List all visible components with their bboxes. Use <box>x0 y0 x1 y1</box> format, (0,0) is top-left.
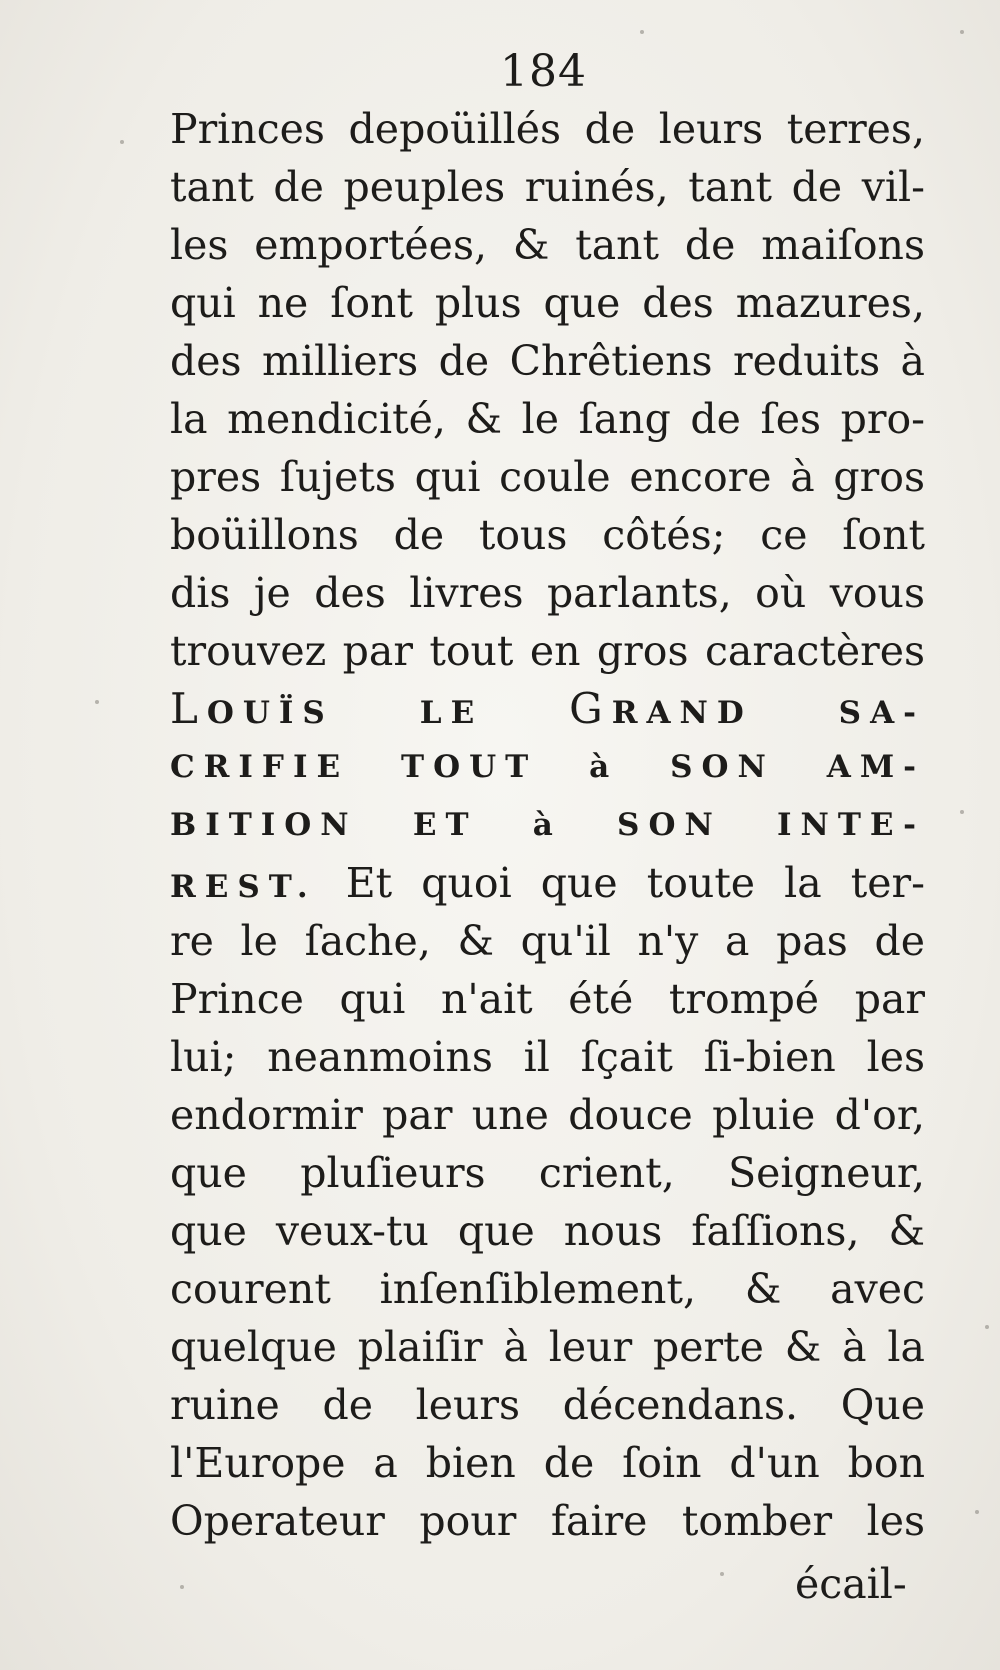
text-line: l'Europe a bien de ſoin d'un bon <box>170 1439 925 1487</box>
text-line: que veux-tu que nous faſſions, & <box>170 1207 925 1255</box>
paper-speck <box>960 30 964 34</box>
caps-line: CRIFIE TOUT à SON AM- <box>170 749 925 785</box>
text-line: dis je des livres parlants, où vous <box>170 569 925 617</box>
paper-speck <box>720 1572 724 1576</box>
paper-speck <box>640 30 644 34</box>
text-line: re le ſache, & qu'il n'y a pas de <box>170 917 925 965</box>
catchword: écail- <box>795 1560 907 1608</box>
caps-text: RAND SA- <box>611 695 925 731</box>
paper-speck <box>95 700 99 704</box>
text-line: quelque plaiſir à leur perte & à la <box>170 1323 925 1371</box>
text-line: courent inſenſiblement, & avec <box>170 1265 925 1313</box>
caps-line: BITION ET à SON INTE- <box>170 807 925 843</box>
text-line: que pluſieurs crient, Seigneur, <box>170 1149 925 1197</box>
text-line: qui ne ſont plus que des mazures, <box>170 279 925 327</box>
text-line: Operateur pour faire tomber les <box>170 1497 925 1545</box>
paper-speck <box>120 140 124 144</box>
text-line: boüillons de tous côtés; ce ſont <box>170 511 925 559</box>
text-line: lui; neanmoins il ſçait ſi-bien les <box>170 1033 925 1081</box>
text-line: les emportées, & tant de maiſons <box>170 221 925 269</box>
text-line: la mendicité, & le ſang de ſes pro- <box>170 395 925 443</box>
caps-text: REST. <box>170 869 317 905</box>
text-line: tant de peuples ruinés, tant de vil- <box>170 163 925 211</box>
text-line: trouvez par tout en gros caractères <box>170 627 925 675</box>
text-line: endormir par une douce pluie d'or, <box>170 1091 925 1139</box>
text-block <box>170 100 925 1550</box>
mixed-line <box>170 854 925 912</box>
caps-initial: L <box>170 684 207 733</box>
paper-speck <box>960 810 964 814</box>
caps-text: OUÏS LE <box>206 695 570 731</box>
caps-initial: G <box>569 684 612 733</box>
text-line: ruine de leurs décendans. Que <box>170 1381 925 1429</box>
page-number: 184 <box>500 46 587 97</box>
text-line: Prince qui n'ait été trompé par <box>170 975 925 1023</box>
text-line: des milliers de Chrêtiens reduits à <box>170 337 925 385</box>
text-line: Princes depoüillés de leurs terres, <box>170 105 925 153</box>
paper-speck <box>975 1510 979 1514</box>
line-text: Et quoi que toute la ter- <box>316 859 925 907</box>
caps-line <box>170 680 925 738</box>
text-line: pres ſujets qui coule encore à gros <box>170 453 925 501</box>
paper-speck <box>180 1585 184 1589</box>
paper-speck <box>985 1325 989 1329</box>
